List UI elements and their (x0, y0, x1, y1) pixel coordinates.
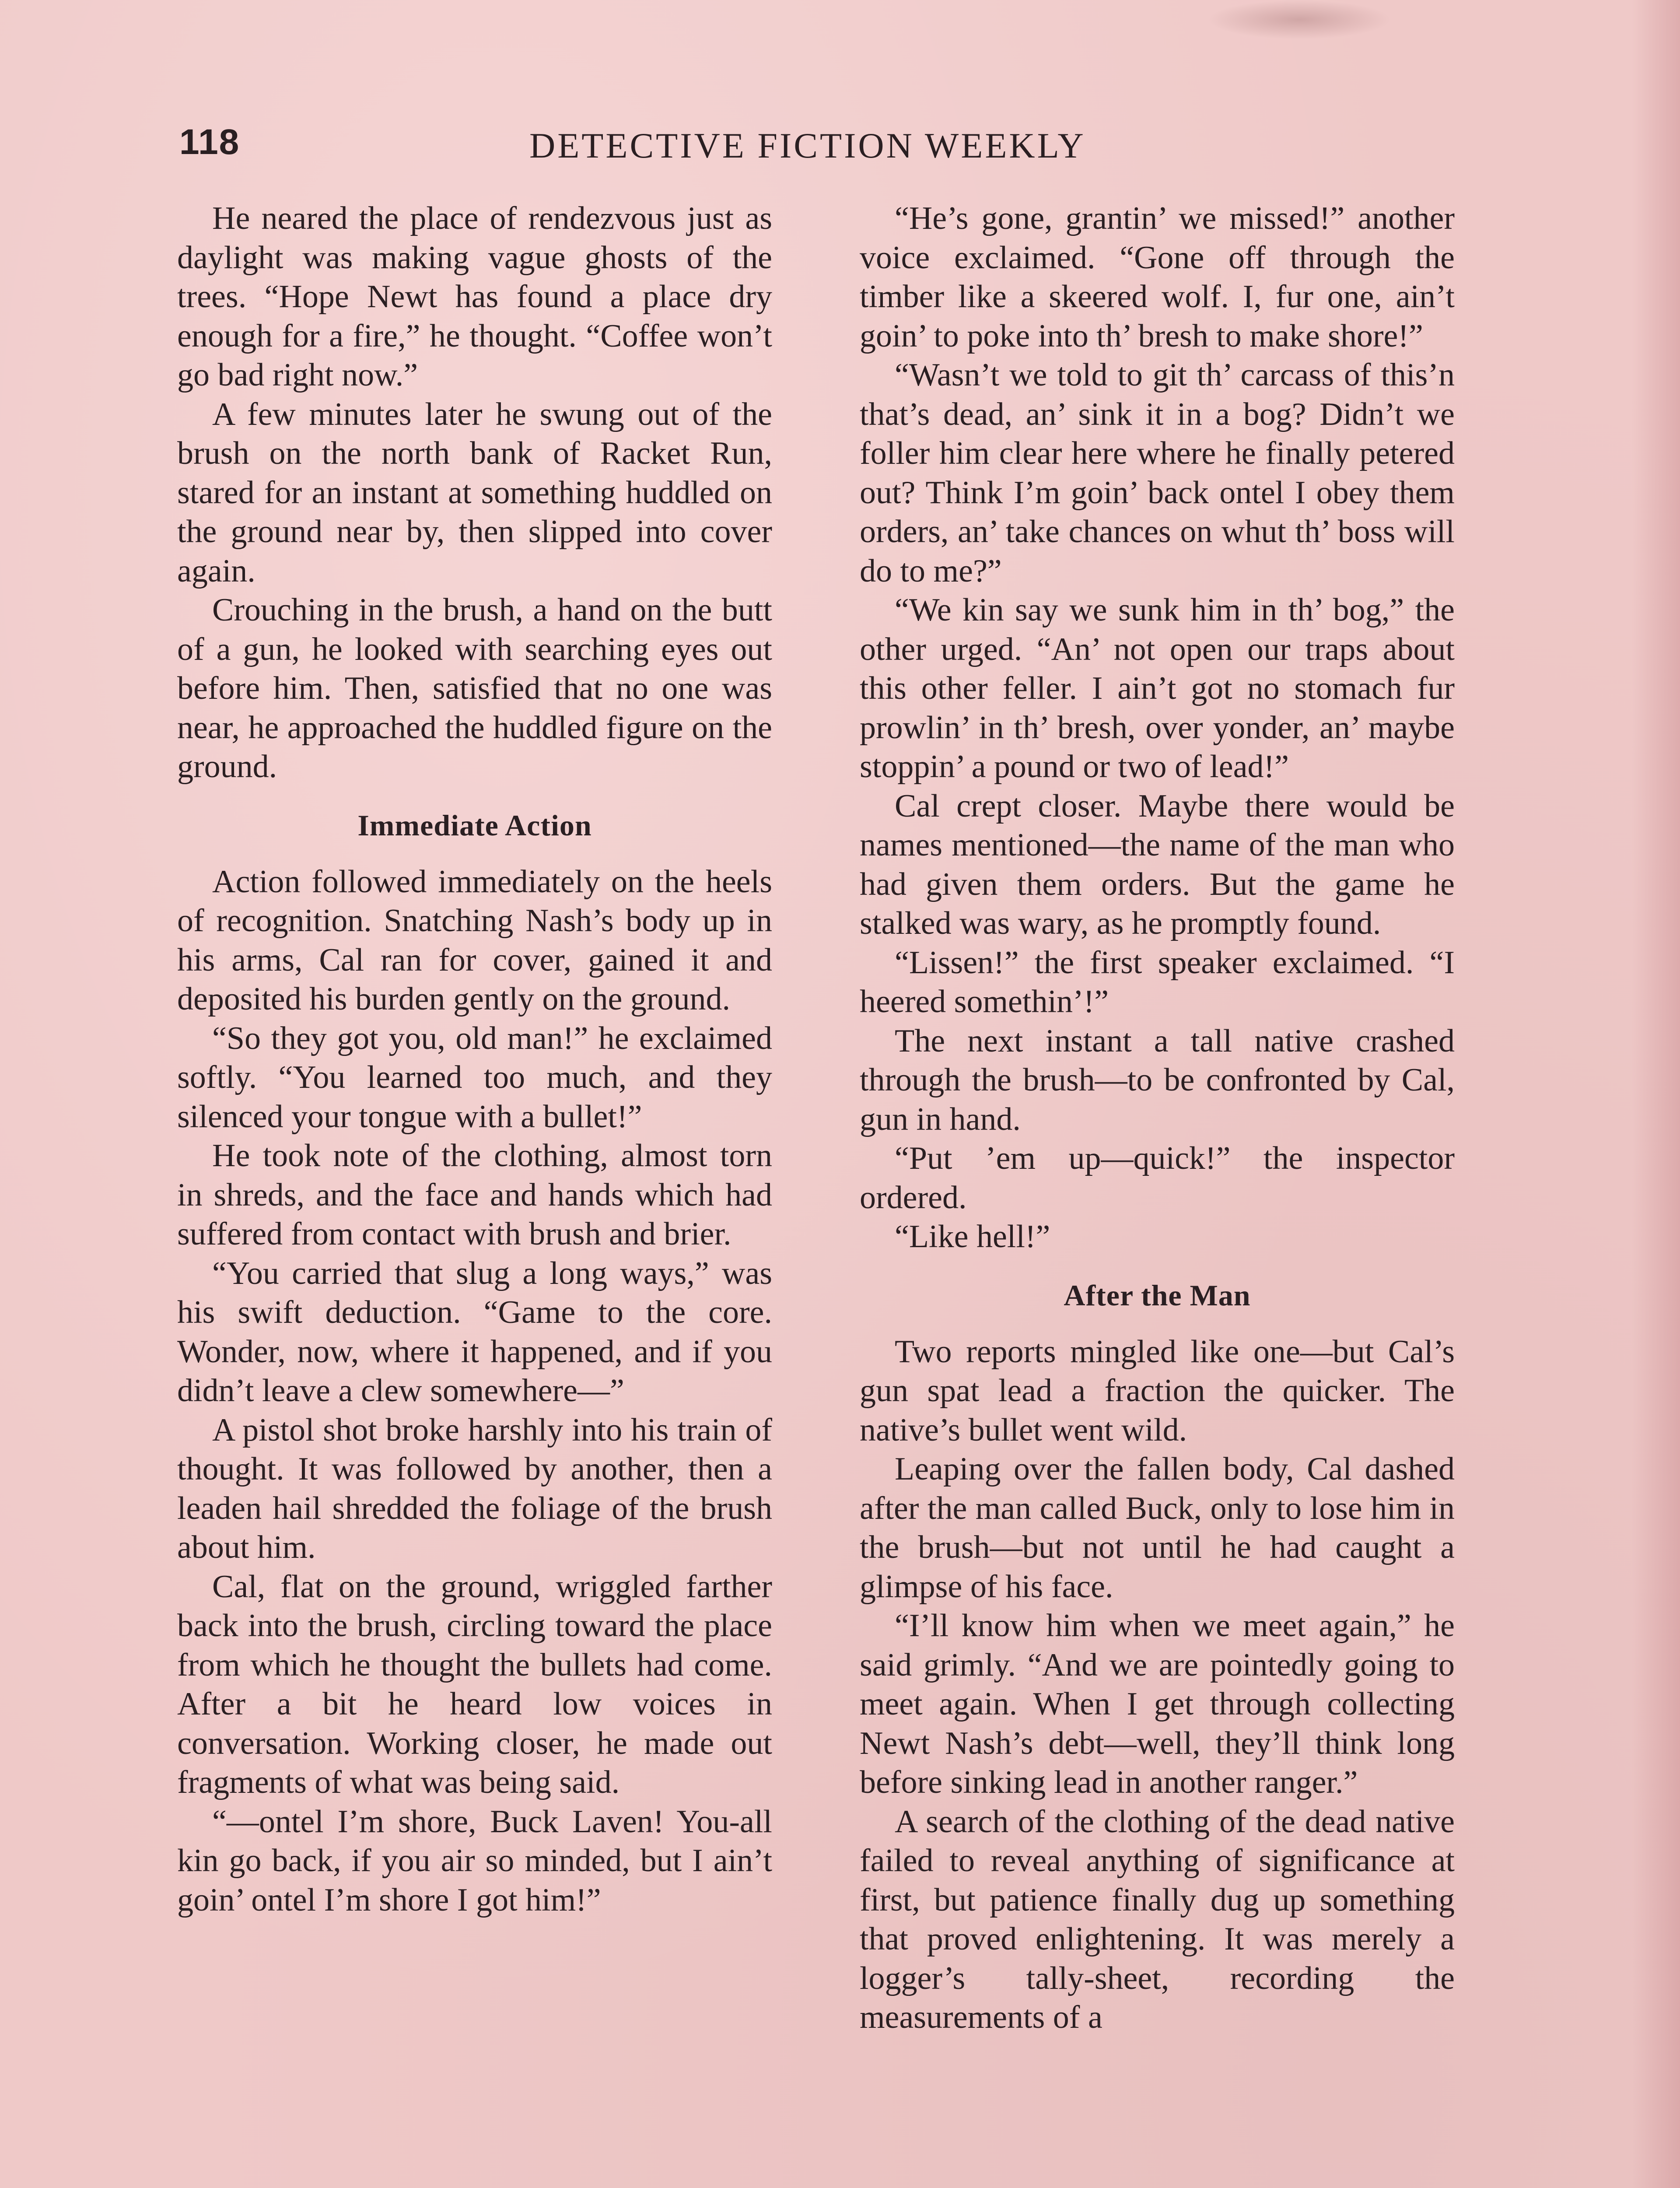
right-column (860, 199, 1455, 2037)
section-heading: Immediate Action (357, 808, 592, 842)
page-header (179, 122, 1400, 174)
paragraph: “We kin say we sunk him in th’ bog,” the other urged. “An’ not open our traps about this other feller. I ain’t got no stomach fur prowlin’ in th’ bresh, over yonder, an’ maybe stoppin’ a pound or two of lead!” (860, 592, 1455, 785)
paragraph: “I’ll know him when we meet again,” he said grimly. “And we are pointedly going to meet again. When I get through collecting Newt Nash’s debt—well, they’ll think long before sinking lead in another ranger.” (860, 1608, 1455, 1800)
paragraph: Crouching in the brush, a hand on the butt of a gun, he looked with searching eyes out before him. Then, satisfied that no one was near, he approached the huddled figure on the ground. (177, 592, 772, 785)
paragraph: “You carried that slug a long ways,” was his swift deduction. “Game to the core. Wonder, now, where it happened, and if you didn’t leave a clew somewhere—” (177, 1255, 772, 1409)
paragraph: Action followed immediately on the heels of recognition. Snatching Nash’s body up in his arms, Cal ran for cover, gained it and deposited his burden gently on the ground. (177, 863, 772, 1017)
page-number: 118 (179, 122, 240, 162)
paragraph: He neared the place of rendezvous just as daylight was making vague ghosts of the trees. “Hope Newt has found a place dry enough for a fire,” he thought. “Coffee won’t go bad right now.” (177, 200, 772, 393)
paragraph: “—ontel I’m shore, Buck Laven! You-all kin go back, if you air so minded, but I ain’t goin’ ontel I’m shore I got him!” (177, 1803, 772, 1918)
paragraph: Leaping over the fallen body, Cal dashed after the man called Buck, only to lose him in the brush—but not until he had caught a glimpse of his face. (860, 1451, 1455, 1605)
paragraph: The next instant a tall native crashed through the brush—to be confronted by Cal, gun in hand. (860, 1023, 1455, 1137)
left-column (177, 199, 772, 1920)
paragraph: Two reports mingled like one—but Cal’s gun spat lead a fraction the quicker. The native’s bullet went wild. (860, 1333, 1455, 1448)
page-edge-shadow (1632, 0, 1680, 2188)
paragraph: “Lissen!” the first speaker exclaimed. “I heered somethin’!” (860, 944, 1455, 1020)
section-heading: After the Man (1064, 1278, 1251, 1312)
paragraph: Cal crept closer. Maybe there would be names mentioned—the name of the man who had given them orders. But the game he stalked was wary, as he promptly found. (860, 788, 1455, 941)
paragraph: Cal, flat on the ground, wriggled farther back into the brush, circling toward the place from which he thought the bullets had come. After a bit he heard low voices in conversation. Working closer, he made out fragments of what was being said. (177, 1568, 772, 1800)
paragraph: A few minutes later he swung out of the brush on the north bank of Racket Run, stared for an instant at something huddled on the ground near by, then slipped into cover again. (177, 396, 772, 589)
paragraph: “Like hell!” (895, 1219, 1050, 1255)
paragraph: A search of the clothing of the dead native failed to reveal anything of significance at first, but patience finally dug up something that proved enlightening. It was merely a logger’s tally-sheet, recording the measurements of a (860, 1803, 1455, 2035)
paragraph: “Wasn’t we told to git th’ carcass of this’n that’s dead, an’ sink it in a bog? Didn’t we foller him clear here where he finally petered out? Think I’m goin’ back ontel I obey them orders, an’ take chances on whut th’ boss will do to me?” (860, 357, 1455, 589)
running-head: DETECTIVE FICTION WEEKLY (529, 126, 1086, 165)
paragraph: “So they got you, old man!” he exclaimed softly. “You learned too much, and they silenced your tongue with a bullet!” (177, 1020, 772, 1135)
paragraph: “Put ’em up—quick!” the inspector ordered. (860, 1140, 1455, 1216)
paragraph: “He’s gone, grantin’ we missed!” another voice exclaimed. “Gone off through the timber like a skeered wolf. I, fur one, ain’t goin’ to poke into th’ bresh to make shore!” (860, 200, 1455, 354)
paper-stain (1208, 0, 1391, 39)
paragraph: A pistol shot broke harshly into his train of thought. It was followed by another, then a leaden hail shredded the foliage of the brush about him. (177, 1412, 772, 1565)
paragraph: He took note of the clothing, almost torn in shreds, and the face and hands which had suffered from contact with brush and brier. (177, 1138, 772, 1252)
